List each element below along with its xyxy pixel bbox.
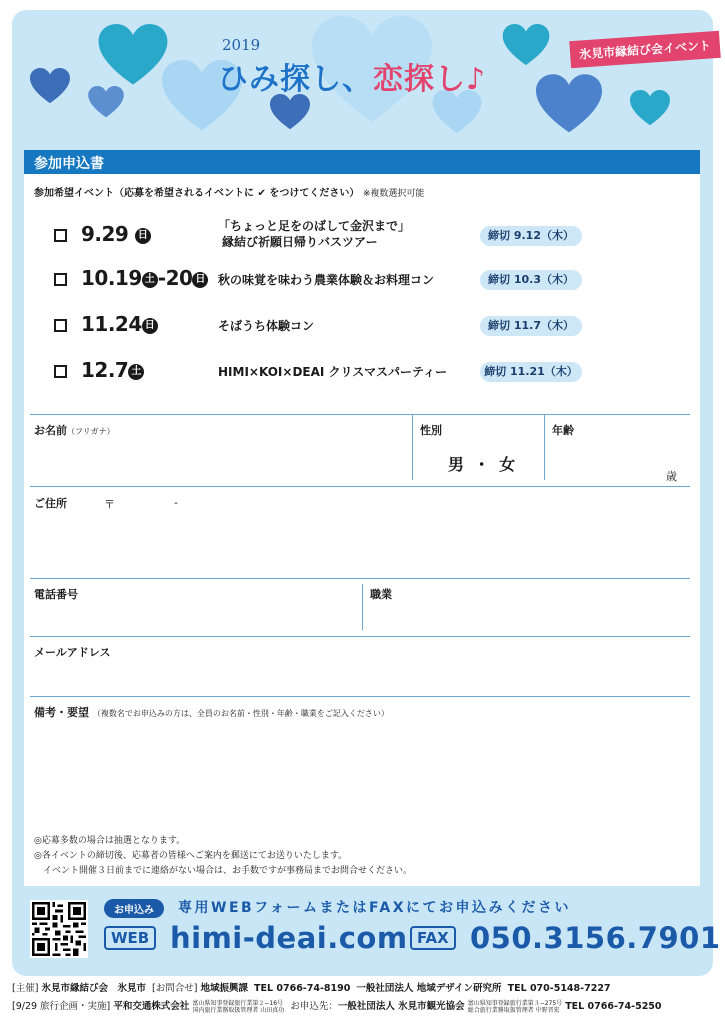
notes: ◎応募多数の場合は抽選となります。 ◎各イベントの締切後、応募者の皆様へご案内を郵送にてお送りいたします。 イベント開催３日前までに連絡がない場合は、お手数ですが事務局までお問合せください。: [34, 836, 413, 876]
event-title: 秋の味覚を味わう農業体験＆お料理コン: [218, 273, 435, 287]
event-date: 11.24 日: [81, 312, 158, 336]
title-part1: ひみ探し、: [218, 62, 373, 97]
event-row: [24, 312, 700, 342]
event-row: [24, 219, 700, 252]
divider: [30, 414, 690, 415]
fax-label: FAX: [410, 926, 456, 950]
event-date: 9.29 日: [81, 222, 151, 246]
organizer-badge: 氷見市縁結び会イベント: [569, 31, 721, 68]
event-checkbox[interactable]: [54, 273, 67, 286]
event-title: そばうち体験コン: [218, 319, 315, 333]
instruction-note: ※複数選択可能: [362, 189, 425, 199]
web-url-link[interactable]: himi-deai.com: [170, 921, 408, 955]
footer-line-1: [主催] 氷見市縁結び会 氷見市 [お問合せ] 地域振興課 TEL 0766-74-8190 一般社団法人 地域デザイン研究所 TEL 070-5148-7227: [12, 983, 611, 994]
event-checkbox[interactable]: [54, 319, 67, 332]
event-row: [24, 266, 700, 296]
event-date: 10.19 土 -20 日: [81, 266, 208, 290]
remarks-field[interactable]: 備考・要望 （複数名でお申込みの方は、全員のお名前・性別・年齢・職業をご記入ください）: [34, 706, 389, 719]
heart-icon: [630, 90, 670, 126]
event-checkbox[interactable]: [54, 365, 67, 378]
heart-icon: [536, 74, 602, 134]
heart-icon: [502, 24, 550, 66]
heart-icon: [88, 86, 124, 118]
divider: [412, 414, 413, 480]
age-label: 年齢: [552, 424, 574, 437]
heart-icon: [98, 24, 168, 86]
name-field[interactable]: お名前（フリガナ）: [34, 424, 115, 437]
heart-icon: [30, 68, 70, 104]
deadline-pill: 締切 11.21（木）: [480, 362, 582, 382]
section-title: 参加申込書: [24, 150, 700, 174]
title-part2: 恋探し♪: [373, 62, 487, 97]
phone-field[interactable]: 電話番号: [34, 588, 78, 601]
fax-number: 050.3156.7901: [470, 921, 721, 955]
divider: [30, 486, 690, 487]
event-title: 「ちょっと足をのばして金沢まで」 縁結び祈願日帰りバスツアー: [218, 219, 411, 249]
postal-mark: 〒: [104, 498, 115, 511]
qr-code-icon: [30, 900, 88, 958]
address-field[interactable]: ご住所: [34, 497, 67, 510]
application-form: [24, 150, 700, 886]
email-field[interactable]: メールアドレス: [34, 646, 111, 659]
deadline-pill: 締切 11.7（木）: [480, 316, 582, 336]
gender-label: 性別: [420, 424, 442, 437]
event-title: HIMI×KOI×DEAI クリスマスパーティー: [218, 365, 448, 379]
event-instruction: 参加希望イベント（応募を希望されるイベントに ✔ をつけてください） ※複数選択可能: [34, 188, 425, 199]
gender-options[interactable]: 男 ・ 女: [448, 455, 518, 474]
apply-pill: お申込み: [104, 899, 164, 918]
divider: [544, 414, 545, 480]
event-checkbox[interactable]: [54, 229, 67, 242]
age-unit: 歳: [666, 470, 677, 483]
weekday-badge: 日: [135, 228, 151, 244]
deadline-pill: 締切 9.12（木）: [480, 226, 582, 246]
weekday-badge: 土: [128, 364, 144, 380]
weekday-badge: 日: [142, 318, 158, 334]
weekday-badge: 土: [142, 272, 158, 288]
divider: [30, 696, 690, 697]
deadline-pill: 締切 10.3（木）: [480, 270, 582, 290]
web-label: WEB: [104, 926, 156, 950]
divider: [30, 636, 690, 637]
divider: [30, 578, 690, 579]
event-year: 2019: [222, 36, 261, 54]
event-date: 12.7 土: [81, 358, 144, 382]
job-field[interactable]: 職業: [370, 588, 392, 601]
apply-instruction: 専用WEBフォームまたはFAXにてお申込みください: [178, 900, 572, 916]
postal-dash: -: [174, 496, 178, 509]
event-row: [24, 358, 700, 388]
heart-icon: [270, 94, 310, 130]
page-title: [218, 54, 486, 98]
weekday-badge: 日: [192, 272, 208, 288]
divider: [362, 584, 363, 630]
footer-line-2: [9/29 旅行企画・実施] 平和交通株式会社 富山県知事登録旅行業第２−16号 国内旅行業務取扱管理者 山田真功 お申込先：一般社団法人 氷見市観光協会 富山県知事登録旅行業第３−275号 総合旅行業務取扱管理者 中野晋宏 TEL 0766-74-5250: [12, 999, 662, 1014]
